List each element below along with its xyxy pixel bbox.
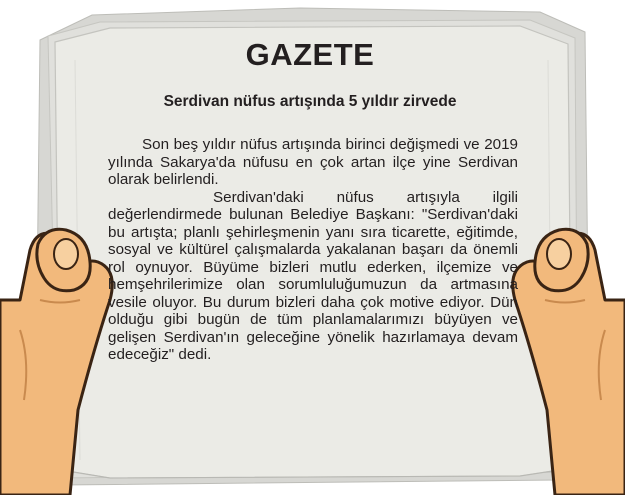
article-headline: Serdivan nüfus artışında 5 yıldır zirvede — [163, 93, 457, 110]
article-body — [108, 136, 518, 364]
article-paragraph-1: Son beş yıldır nüfus artışında birinci değişmedi ve 2019 yılında Sakarya'da nüfusu en çok artan ilçe yine Serdivan olarak belirlendi. — [108, 136, 518, 188]
article-paragraph-2: Serdivan'daki nüfus artışıyla ilgili değerlendirmede bulunan Belediye Başkanı: "Serdivan'daki bu artışta; planlı şehirleşmenin yanı sıra ticarette, eğitimde, sosyal ve kültürel çalışmalarda yakalanan başarı da önemli rol oynuyor. Büyüme bizleri mutlu ederken, ilçemize ve hemşehrilerimize olan sorumluluğumuzun da artmasına vesile oluyor. Bu durum bizleri daha çok motive ediyor. Dün olduğu gibi bugün de tüm planlamalarımızı büyüyen ve gelişen Serdivan'ın geleceğine yönelik hazırlamaya devam edeceğiz" dedi. — [108, 188, 518, 363]
newspaper-title: GAZETE — [245, 37, 375, 72]
